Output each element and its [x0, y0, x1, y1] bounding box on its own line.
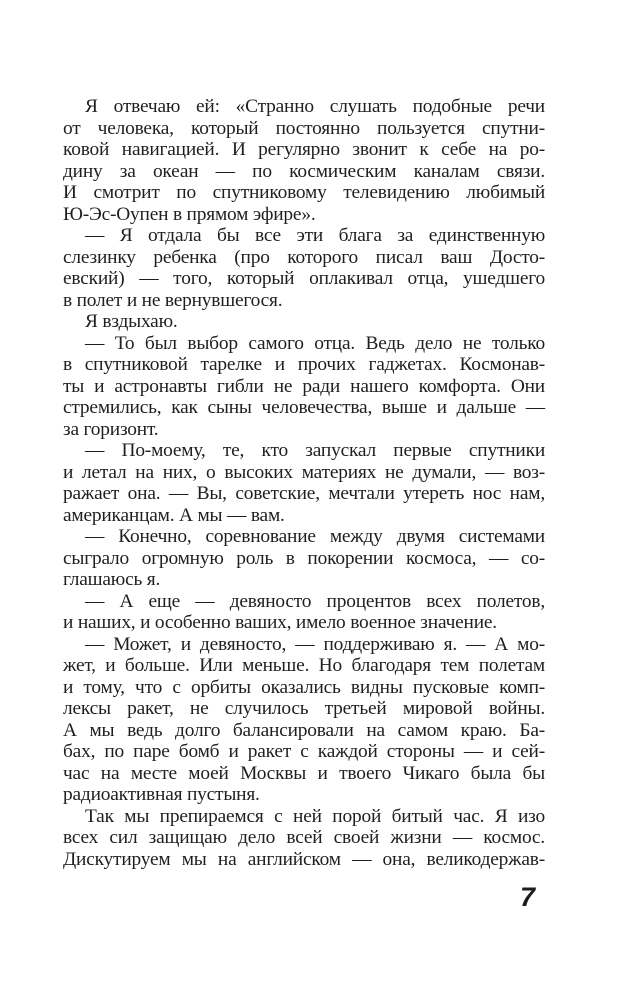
text-line: сыграло огромную роль в покорении космоса, — со- [63, 547, 545, 569]
text-line: ковой навигацией. И регулярно звонит к себе на ро- [63, 139, 545, 160]
text-line: и тому, что с орбиты оказались видны пусковые комп- [63, 676, 545, 698]
text-line: Так мы препираемся с ней порой битый час. Я изо [85, 805, 545, 827]
text-line: час на месте моей Москвы и твоего Чикаго была бы [63, 762, 545, 784]
text-line: И смотрит по спутниковому телевидению любимый [63, 182, 545, 203]
text-line: и наших, и особенно ваших, имело военное значение. [63, 612, 497, 633]
paragraph [63, 634, 545, 806]
text-line: — Я отдала бы все эти блага за единственную [85, 225, 545, 246]
text-line: от человека, который постоянно пользуется спутни- [63, 117, 545, 139]
paragraph [63, 806, 545, 871]
text-line: за горизонт. [63, 418, 159, 440]
paragraph [63, 225, 545, 311]
paragraph [63, 440, 545, 526]
text-line: — Конечно, соревнование между двумя системами [85, 526, 545, 547]
page-number: 7 [520, 882, 536, 912]
text-line: стремились, как сыны человечества, выше и дальше — [63, 397, 545, 418]
text-line: — То был выбор самого отца. Ведь дело не только [85, 332, 545, 354]
text-line: Ю-Эс-Оупен в прямом эфире». [63, 203, 316, 225]
text-line: — Может, и девяносто, — поддерживаю я. — А мо- [85, 633, 545, 655]
text-line: бах, по паре бомб и ракет с каждой стороны — и сей- [63, 741, 545, 762]
text-line: в полет и не вернувшегося. [63, 289, 283, 311]
text-line: Я отвечаю ей: «Странно слушать подобные речи [85, 96, 545, 117]
text-line: Дискутируем мы на английском — она, великодержав- [63, 848, 545, 870]
text-line: Я вздыхаю. [85, 311, 178, 332]
text-line: — По-моему, те, кто запускал первые спутники [85, 440, 545, 461]
paragraph [63, 311, 545, 333]
text-line: — А еще — девяносто процентов всех полетов, [85, 590, 545, 612]
text-line: жет, и больше. Или меньше. Но благодаря тем полетам [63, 655, 545, 676]
text-line: глашаюсь я. [63, 569, 161, 590]
text-line: слезинку ребенка (про которого писал ваш Досто- [63, 246, 545, 268]
text-line: лексы ракет, не случилось третьей мировой войны. [63, 698, 545, 719]
text-line: американцам. А мы — вам. [63, 504, 285, 526]
text-line: радиоактивная пустыня. [63, 784, 260, 805]
text-line: ты и астронавты гибли не ради нашего комфорта. Они [63, 375, 545, 397]
text-line: дину за океан — по космическим каналам связи. [63, 160, 545, 182]
paragraph [63, 96, 545, 225]
text-line: всех сил защищаю дело всей своей жизни — космос. [63, 827, 545, 848]
paragraph [63, 526, 545, 591]
paragraph [63, 591, 545, 634]
page-text [63, 96, 545, 870]
paragraph [63, 333, 545, 441]
text-line: евский) — того, который оплакивал отца, ушедшего [63, 268, 545, 289]
text-line: ражает она. — Вы, советские, мечтали утереть нос нам, [63, 483, 545, 504]
text-line: и летал на них, о высоких материях не думали, — воз- [63, 461, 545, 483]
text-line: в спутниковой тарелке и прочих гаджетах. Космонав- [63, 354, 545, 375]
text-line: А мы ведь долго балансировали на самом краю. Ба- [63, 719, 545, 741]
